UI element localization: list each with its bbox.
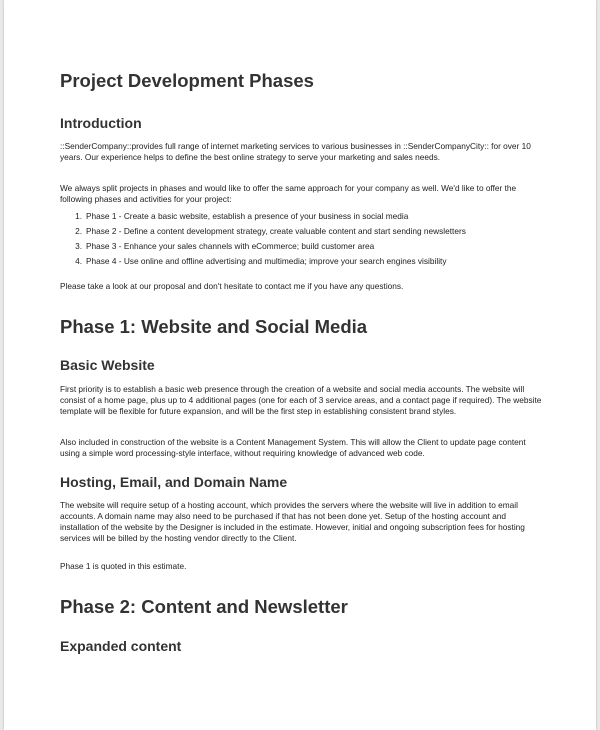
hosting-paragraph-1: The website will require setup of a hosting account, which provides the servers where the website will live in addition to email accounts. A domain name may also need to be purchased if that has not been done yet. Setup of the hosting account and installation of the website by the Designer is included in the estimate. However, initial and ongoing subscription fees for hosting services will be billed by the hosting vendor directly to the Client. — [60, 500, 525, 543]
list-item — [60, 256, 466, 271]
list-item — [60, 241, 466, 256]
introduction-closing: Please take a look at our proposal and don't hesitate to contact me if you have any questions. — [60, 281, 404, 291]
phase-1-quote-note: Phase 1 is quoted in this estimate. — [60, 561, 187, 571]
list-item-text: Phase 4 - Use online and offline advertising and multimedia; improve your search engines visibility — [86, 256, 447, 266]
introduction-heading: Introduction — [60, 115, 142, 131]
document-title: Project Development Phases — [60, 70, 314, 91]
hosting-heading: Hosting, Email, and Domain Name — [60, 474, 288, 490]
basic-website-paragraph-1: First priority is to establish a basic web presence through the creation of a website and social media accounts. The website will consist of a home page, plus up to 4 additional pages (one for each of 3 service areas, and a contact page if required). The website template will be flexible for future expansion, and will be the first step in establishing consistent brand styles. — [60, 384, 542, 416]
expanded-content-heading: Expanded content — [60, 638, 182, 654]
document-page — [4, 0, 596, 730]
list-item — [60, 211, 466, 226]
basic-website-paragraph-2: Also included in construction of the website is a Content Management System. This will allow the Client to update page content using a simple word processing-style interface, without requiring knowledge of advanced web code. — [60, 437, 526, 458]
list-item-number: 2. — [75, 226, 82, 236]
list-item-number: 1. — [75, 211, 82, 221]
introduction-paragraph-1: ::SenderCompany::provides full range of internet marketing services to various businesses in ::SenderCompanyCity:: for over 10 years. Our experience helps to define the best online strategy to serve your marketing and sales needs. — [60, 141, 531, 162]
introduction-paragraph-2: We always split projects in phases and would like to offer the same approach for your company as well. We'd like to offer the following phases and activities for your project: — [60, 183, 517, 204]
list-item-number: 4. — [75, 256, 82, 266]
list-item-text: Phase 1 - Create a basic website, establish a presence of your business in social media — [86, 211, 409, 221]
list-item-text: Phase 2 - Define a content development strategy, create valuable content and start sending newsletters — [86, 226, 466, 236]
phase-2-heading: Phase 2: Content and Newsletter — [60, 596, 348, 617]
list-item-number: 3. — [75, 241, 82, 251]
basic-website-heading: Basic Website — [60, 357, 155, 373]
phase-1-heading: Phase 1: Website and Social Media — [60, 316, 368, 337]
list-item — [60, 226, 466, 241]
phase-list — [60, 211, 466, 271]
list-item-text: Phase 3 - Enhance your sales channels with eCommerce; build customer area — [86, 241, 375, 251]
